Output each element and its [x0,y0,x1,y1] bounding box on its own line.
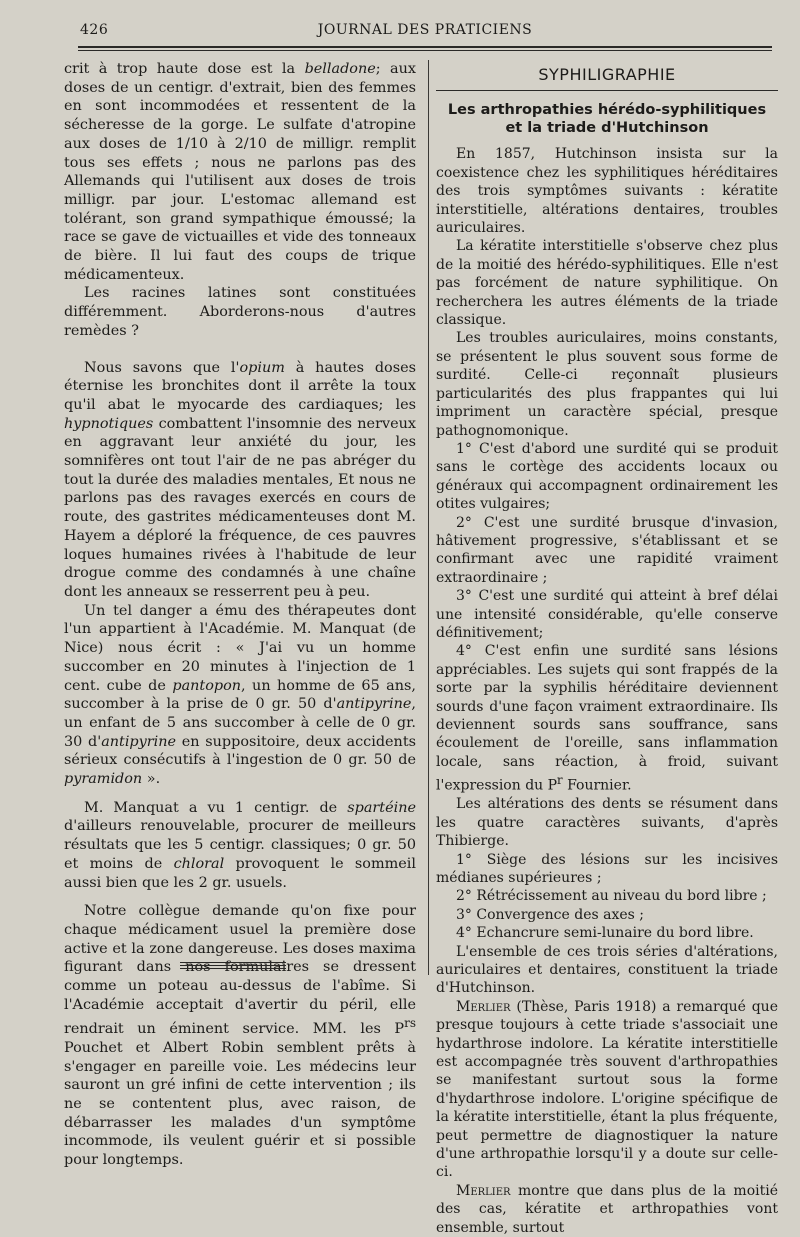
left-column [64,60,416,1170]
right-paragraph: Les altérations des dents se résument dans les quatre caractères suivants, d'après Thibierge. [436,796,778,850]
left-paragraph: Nous savons que l'opium à hautes doses éternise les bronchites dont il arrête la toux qu'il abat le myocarde des cardiaques; les hypnotiques combattent l'insomnie des nerveux en aggravant leur anxiété du jour, les somnifères ont tout l'air de ne pas abréger du tout la durée des maladies mentales, Et nous ne parlons pas des ravages exercés en cours de route, des gastrites médicamenteuses dont M. Hayem a déploré la fréquence, de ces pauvres loques humaines rivées à l'habitude de leur drogue comme des condamnés à une chaîne dont les anneaux se resserrent peu à peu. [64,359,416,600]
right-paragraph: Les troubles auriculaires, moins constants, se présentent le plus souvent sous forme de surdité. Celle-ci reçonnaît plusieurs particularités des plus frappantes qui lui impriment un caractère spécial, presque pathognomonique. [436,330,778,439]
article-title [436,101,778,137]
right-paragraph: 1° C'est d'abord une surdité qui se produit sans le cortège des accidents locaux ou généraux qui accompagnent ordinairement les otites vulgaires; [436,440,778,513]
article-title-line: et la triade d'Hutchinson [505,120,709,137]
left-paragraph: crit à trop haute dose est la belladone; aux doses de un centigr. d'extrait, bien des femmes en sont incommodées et ressentent de la sécheresse de la gorge. Le sulfate d'atropine aux doses de 1/10 à 2/10 de milligr. remplit tous ses effets ; nous ne parlons pas des Allemands qui l'utilisent aux doses de trois milligr. par jour. L'estomac allemand est tolérant, son grand sympathique émoussé; la race se gave de victuailles et vide des tonneaux de bière. Il lui faut des coups de trique médicamenteux. [64,61,416,283]
left-paragraph: Un tel danger a ému des thérapeutes dont l'un appartient à l'Académie. M. Manquat (de Nice) nous écrit : « J'ai vu un homme succomber en 20 minutes à l'injection de 1 cent. cube de pantopon, un homme de 65 ans, succomber à la prise de 0 gr. 50 d'antipyrine, un enfant de 5 ans succomber à celle de 0 gr. 30 d'antipyrine en suppositoire, deux accidents sérieux consécutifs à l'ingestion de 0 gr. 50 de pyramidon ». [64,602,416,788]
journal-title: JOURNAL DES PRATICIENS [317,22,533,38]
right-paragraph: En 1857, Hutchinson insista sur la coexistence chez les syphilitiques héréditaires des trois symptômes suivants : kératite interstitielle, altérations dentaires, troubles auriculaires. [436,146,778,237]
page-number: 426 [80,22,109,38]
right-paragraph: 2° Rétrécissement au niveau du bord libre ; [456,888,767,905]
left-paragraph: M. Manquat a vu 1 centigr. de spartéine d'ailleurs renouvelable, procurer de meilleurs résultats que les 5 centigr. classiques; 0 gr. 50 et moins de chloral provoquent le sommeil aussi bien que les 2 gr. usuels. [64,799,416,891]
section-rubric: SYPHILIGRAPHIE [538,65,676,84]
right-paragraph: 3° Convergence des axes ; [456,906,645,923]
rubric-rule [436,90,778,91]
column-divider [428,60,429,975]
right-column [436,60,778,1237]
right-paragraph: 1° Siège des lésions sur les incisives médianes supérieures ; [436,851,778,886]
right-paragraph: 3° C'est une surdité qui atteint à bref délai une intensité considérable, qu'elle conserve définitivement; [436,588,778,641]
right-paragraph: 4° Echancrure semi-lunaire du bord libre. [456,925,754,942]
end-of-article-mark [180,962,286,971]
left-paragraph: Les racines latines sont constituées différemment. Aborderons-nous d'autres remèdes ? [64,285,416,339]
right-paragraph: 2° C'est une surdité brusque d'invasion, hâtivement progressive, s'établissant et se confirmant avec une rapidité vraiment extraordinaire ; [436,514,778,586]
right-paragraph: Merlier (Thèse, Paris 1918) a remarqué que presque toujours à cette triade s'associait une hydarthrose indolore. La kératite interstitielle est accompagnée très souvent d'arthropathies se manifestant surtout sous la forme d'hydarthrose indolore. L'origine spécifique de la kératite interstitielle, étant la plus fréquente, peut permettre de diagnostiquer la nature d'une arthropathie lorsqu'il y a doute sur celle-ci. [436,998,778,1181]
header-rule [78,46,772,48]
running-header [78,22,772,44]
article-title-line: Les arthropathies hérédo-syphilitiques [447,102,767,119]
right-paragraph: Merlier montre que dans plus de la moitié des cas, kératite et arthropathies vont ensemble, surtout [436,1182,778,1236]
right-paragraph: La kératite interstitielle s'observe chez plus de la moitié des hérédo-syphilitiques. Elle n'est pas forcément de nature syphilitique. On recherchera les autres éléments de la triade classique. [436,238,778,329]
right-paragraph: L'ensemble de ces trois séries d'altérations, auriculaires et dentaires, constituent la triade d'Hutchinson. [436,943,778,997]
left-paragraph: Notre collègue demande qu'on fixe pour chaque médicament usuel la première dose active et la zone dangereuse. Les doses maxima figurant dans nos formulaires se dressent comme un poteau au-dessus de l'abîme. Si l'Académie acceptait d'avertir du péril, elle rendrait un éminent service. MM. les $P^{rs}$ Pouchet et Albert Robin semblent prêts à s'engager en pareille voie. Les médecins leur sauront un gré infini de cette intervention ; ils ne se contentent plus, avec raison, de débarrasser les malades d'un symptôme incommode, ils veulent guérir et si possible pour longtemps. [64,903,416,1169]
right-paragraph: 4° C'est enfin une surdité sans lésions appréciables. Les sujets qui sont frappés de la sorte par la syphilis héréditaire deviennent sourds d'une façon vraiment extraordinaire. Ils deviennent sourds sans souffrance, sans écoulement de l'oreille, sans inflammation locale, sans réaction, à froid, suivant l'expression du $P^r$ Fournier. [436,643,778,794]
header-rule-thin [78,50,772,51]
